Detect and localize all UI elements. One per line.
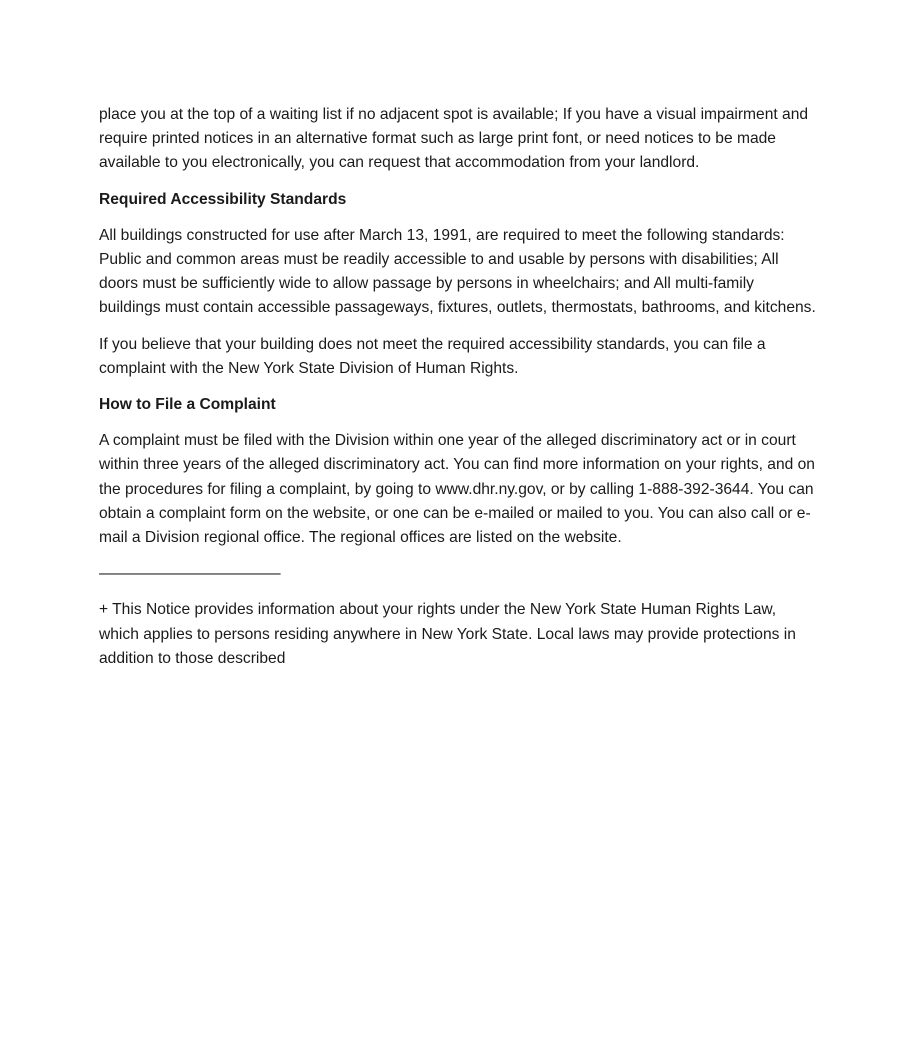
footnote-paragraph: + This Notice provides information about your rights under the New York State Human Rights Law, which applies to persons residing anywhere in New York State. Local laws may provide protections in addition to those described (99, 601, 796, 667)
intro-paragraph: place you at the top of a waiting list if no adjacent spot is available; If you have a visual impairment and require printed notices in an alternative format such as large print font, or need notices to be made available to you electronically, you can request that accommodation from your landlord. (99, 106, 809, 172)
file-complaint-paragraph: A complaint must be filed with the Division within one year of the alleged discriminatory act or in court within three years of the alleged discriminatory act. You can find more information on your rights, and on the procedures for filing a complaint, by going to www.dhr.ny.gov, or by calling 1-888-392-3644. You can obtain a complaint form on the website, or one can be e-mailed or mailed to you. You can also call or e-mail a Division regional office. The regional offices are listed on the website. (99, 432, 815, 547)
document-page (99, 103, 819, 683)
accessibility-standards-paragraph: All buildings constructed for use after March 13, 1991, are required to meet the following standards: Public and common areas must be readily accessible to and usable by persons with disabilities; All doors must be sufficiently wide to allow passage by persons in wheelchairs; and All multi-family buildings must contain accessible passageways, fixtures, outlets, thermostats, bathrooms, and kitchens. (99, 226, 816, 317)
footnote-separator: ———————————— (99, 565, 281, 583)
complaint-info-paragraph: If you believe that your building does not meet the required accessibility standards, you can file a complaint with the New York State Division of Human Rights. (99, 335, 766, 377)
file-complaint-heading: How to File a Complaint (99, 396, 276, 414)
accessibility-standards-heading: Required Accessibility Standards (99, 190, 347, 208)
